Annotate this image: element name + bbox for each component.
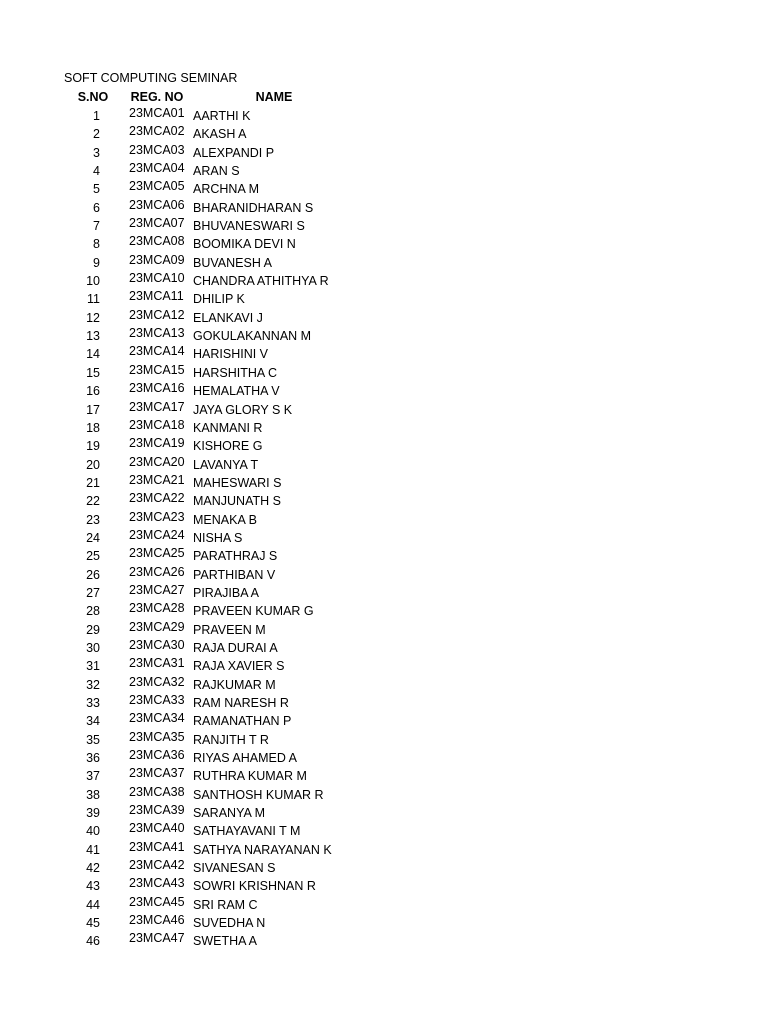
- cell-sno: 12: [86, 310, 100, 325]
- cell-sno: 41: [86, 842, 100, 857]
- cell-sno: 17: [86, 402, 100, 417]
- cell-reg-no: 23MCA08: [129, 234, 185, 249]
- table-row: [0, 914, 768, 932]
- cell-name: RAJA DURAI A: [193, 640, 278, 655]
- table-row: [0, 877, 768, 895]
- cell-reg-no: 23MCA31: [129, 656, 185, 671]
- cell-name: KANMANI R: [193, 420, 263, 435]
- header-name: NAME: [255, 90, 293, 104]
- cell-name: AKASH A: [193, 127, 247, 142]
- cell-reg-no: 23MCA14: [129, 344, 185, 359]
- cell-reg-no: 23MCA27: [129, 582, 185, 597]
- cell-reg-no: 23MCA43: [129, 876, 185, 891]
- cell-name: ARCHNA M: [193, 182, 259, 197]
- cell-reg-no: 23MCA38: [129, 784, 185, 799]
- cell-name: NISHA S: [193, 530, 243, 545]
- table-row: [0, 767, 768, 785]
- table-row: [0, 896, 768, 914]
- cell-name: HARISHINI V: [193, 347, 269, 362]
- cell-sno: 27: [86, 585, 100, 600]
- table-row: [0, 859, 768, 877]
- cell-sno: 13: [86, 329, 100, 344]
- table-row: [0, 676, 768, 694]
- cell-reg-no: 23MCA40: [129, 821, 185, 836]
- cell-reg-no: 23MCA02: [129, 124, 185, 139]
- table-row: [0, 804, 768, 822]
- cell-name: SUVEDHA N: [193, 916, 266, 931]
- cell-sno: 25: [86, 549, 100, 564]
- cell-name: RUTHRA KUMAR M: [193, 769, 307, 784]
- cell-reg-no: 23MCA39: [129, 803, 185, 818]
- cell-reg-no: 23MCA09: [129, 252, 185, 267]
- table-row: [0, 345, 768, 363]
- table-row: [0, 731, 768, 749]
- cell-sno: 7: [93, 219, 100, 234]
- table-row: [0, 492, 768, 510]
- table-row: [0, 162, 768, 180]
- cell-name: GOKULAKANNAN M: [193, 329, 312, 344]
- cell-reg-no: 23MCA41: [129, 839, 185, 854]
- cell-name: SIVANESAN S: [193, 861, 276, 876]
- table-row: [0, 217, 768, 235]
- cell-name: ARAN S: [193, 164, 240, 179]
- cell-reg-no: 23MCA11: [129, 289, 184, 304]
- cell-sno: 28: [86, 604, 100, 619]
- cell-sno: 32: [86, 677, 100, 692]
- cell-sno: 42: [86, 861, 100, 876]
- cell-sno: 26: [86, 567, 100, 582]
- cell-reg-no: 23MCA05: [129, 179, 185, 194]
- student-table-body: [0, 107, 768, 951]
- cell-reg-no: 23MCA12: [129, 307, 185, 322]
- table-row: [0, 235, 768, 253]
- table-row: [0, 125, 768, 143]
- table-row: [0, 456, 768, 474]
- cell-sno: 33: [86, 696, 100, 710]
- cell-name: RAJA XAVIER S: [193, 659, 285, 674]
- cell-name: BUVANESH A: [193, 255, 272, 270]
- table-header: [0, 89, 768, 105]
- cell-reg-no: 23MCA01: [129, 106, 185, 120]
- cell-reg-no: 23MCA35: [129, 729, 185, 744]
- cell-sno: 23: [86, 512, 100, 527]
- table-row: [0, 529, 768, 547]
- cell-name: PARTHIBAN V: [193, 567, 276, 582]
- cell-reg-no: 23MCA42: [129, 858, 185, 873]
- table-row: [0, 180, 768, 198]
- cell-sno: 1: [93, 109, 100, 123]
- cell-sno: 2: [93, 127, 100, 142]
- cell-reg-no: 23MCA21: [129, 472, 185, 487]
- cell-name: ALEXPANDI P: [193, 145, 275, 160]
- header-sno: S.NO: [77, 90, 109, 104]
- cell-sno: 46: [86, 934, 100, 949]
- table-row: [0, 932, 768, 950]
- cell-reg-no: 23MCA19: [129, 436, 185, 451]
- cell-sno: 24: [86, 530, 100, 545]
- cell-name: LAVANYA T: [193, 457, 259, 472]
- cell-sno: 37: [86, 769, 100, 784]
- cell-name: RAJKUMAR M: [193, 677, 276, 692]
- cell-name: BHARANIDHARAN S: [193, 200, 314, 215]
- table-row: [0, 639, 768, 657]
- table-row: [0, 694, 768, 712]
- table-row: [0, 254, 768, 272]
- table-row: [0, 584, 768, 602]
- cell-sno: 14: [86, 347, 100, 362]
- cell-sno: 30: [86, 640, 100, 655]
- cell-sno: 21: [86, 475, 100, 490]
- cell-name: SOWRI KRISHNAN R: [193, 879, 316, 894]
- table-row: [0, 841, 768, 859]
- cell-reg-no: 23MCA30: [129, 637, 185, 652]
- cell-reg-no: 23MCA37: [129, 766, 185, 781]
- table-row: [0, 364, 768, 382]
- cell-name: JAYA GLORY S K: [193, 402, 293, 417]
- cell-name: RIYAS AHAMED A: [193, 751, 297, 766]
- cell-name: ELANKAVI J: [193, 310, 263, 325]
- cell-sno: 35: [86, 732, 100, 747]
- cell-reg-no: 23MCA34: [129, 711, 185, 726]
- cell-name: PARATHRAJ S: [193, 549, 278, 564]
- table-row: [0, 401, 768, 419]
- cell-reg-no: 23MCA22: [129, 491, 185, 506]
- table-row: [0, 382, 768, 400]
- table-row: [0, 199, 768, 217]
- cell-reg-no: 23MCA45: [129, 894, 185, 909]
- table-row: [0, 786, 768, 804]
- cell-name: BOOMIKA DEVI N: [193, 237, 296, 252]
- cell-name: KISHORE G: [193, 439, 263, 454]
- cell-name: RANJITH T R: [193, 732, 269, 747]
- cell-reg-no: 23MCA20: [129, 454, 185, 469]
- cell-reg-no: 23MCA13: [129, 326, 185, 341]
- cell-reg-no: 23MCA47: [129, 931, 185, 946]
- cell-sno: 43: [86, 879, 100, 894]
- cell-sno: 3: [93, 145, 100, 160]
- table-row: [0, 511, 768, 529]
- cell-name: RAM NARESH R: [193, 696, 289, 710]
- cell-name: MAHESWARI S: [193, 475, 282, 490]
- cell-reg-no: 23MCA46: [129, 913, 185, 928]
- table-row: [0, 602, 768, 620]
- cell-reg-no: 23MCA29: [129, 619, 185, 634]
- table-row: [0, 547, 768, 565]
- cell-reg-no: 23MCA33: [129, 693, 185, 707]
- cell-sno: 18: [86, 420, 100, 435]
- cell-sno: 40: [86, 824, 100, 839]
- cell-sno: 19: [86, 439, 100, 454]
- cell-reg-no: 23MCA10: [129, 271, 185, 286]
- cell-reg-no: 23MCA23: [129, 509, 185, 524]
- cell-sno: 10: [86, 274, 100, 289]
- table-row: [0, 657, 768, 675]
- cell-sno: 44: [86, 897, 100, 912]
- cell-reg-no: 23MCA24: [129, 527, 185, 542]
- cell-sno: 22: [86, 494, 100, 509]
- cell-sno: 20: [86, 457, 100, 472]
- cell-reg-no: 23MCA32: [129, 674, 185, 689]
- cell-name: SARANYA M: [193, 806, 266, 821]
- cell-reg-no: 23MCA28: [129, 601, 185, 616]
- cell-sno: 8: [93, 237, 100, 252]
- cell-name: SWETHA A: [193, 934, 257, 949]
- table-row: [0, 107, 768, 125]
- cell-sno: 6: [93, 200, 100, 215]
- cell-name: PIRAJIBA A: [193, 585, 260, 600]
- cell-reg-no: 23MCA36: [129, 748, 185, 763]
- cell-name: SATHAYAVANI T M: [193, 824, 301, 839]
- cell-reg-no: 23MCA26: [129, 564, 185, 579]
- table-row: [0, 327, 768, 345]
- cell-name: MENAKA B: [193, 512, 257, 527]
- sheet-title: SOFT COMPUTING SEMINAR: [64, 71, 238, 85]
- table-row: [0, 290, 768, 308]
- table-row: [0, 749, 768, 767]
- header-reg-no: REG. NO: [130, 90, 184, 104]
- cell-name: DHILIP K: [193, 292, 245, 307]
- cell-sno: 4: [93, 164, 100, 179]
- table-row: [0, 566, 768, 584]
- cell-name: SRI RAM C: [193, 897, 258, 912]
- cell-reg-no: 23MCA25: [129, 546, 185, 561]
- cell-name: BHUVANESWARI S: [193, 219, 305, 234]
- table-row: [0, 419, 768, 437]
- cell-name: SATHYA NARAYANAN K: [193, 842, 332, 857]
- cell-sno: 38: [86, 787, 100, 802]
- cell-reg-no: 23MCA16: [129, 381, 185, 396]
- cell-sno: 9: [93, 255, 100, 270]
- cell-sno: 29: [86, 622, 100, 637]
- cell-sno: 39: [86, 806, 100, 821]
- cell-reg-no: 23MCA18: [129, 417, 185, 432]
- cell-sno: 11: [87, 292, 100, 307]
- cell-sno: 45: [86, 916, 100, 931]
- cell-reg-no: 23MCA15: [129, 362, 185, 377]
- table-row: [0, 309, 768, 327]
- cell-reg-no: 23MCA04: [129, 161, 185, 176]
- cell-name: HARSHITHA C: [193, 365, 278, 380]
- cell-sno: 36: [86, 751, 100, 766]
- cell-name: CHANDRA ATHITHYA R: [193, 274, 329, 289]
- cell-name: MANJUNATH S: [193, 494, 281, 509]
- cell-sno: 31: [86, 659, 100, 674]
- table-row: [0, 712, 768, 730]
- cell-name: PRAVEEN KUMAR G: [193, 604, 314, 619]
- cell-reg-no: 23MCA07: [129, 216, 185, 231]
- cell-sno: 34: [86, 714, 100, 729]
- table-row: [0, 144, 768, 162]
- cell-reg-no: 23MCA17: [129, 399, 185, 414]
- table-row: [0, 474, 768, 492]
- cell-name: AARTHI K: [193, 109, 251, 123]
- cell-sno: 16: [86, 384, 100, 399]
- table-row: [0, 272, 768, 290]
- table-row: [0, 437, 768, 455]
- cell-name: PRAVEEN M: [193, 622, 266, 637]
- cell-sno: 15: [86, 365, 100, 380]
- table-row: [0, 621, 768, 639]
- table-row: [0, 822, 768, 840]
- cell-name: SANTHOSH KUMAR R: [193, 787, 324, 802]
- cell-reg-no: 23MCA03: [129, 142, 185, 157]
- cell-sno: 5: [93, 182, 100, 197]
- cell-reg-no: 23MCA06: [129, 197, 185, 212]
- cell-name: HEMALATHA V: [193, 384, 280, 399]
- cell-name: RAMANATHAN P: [193, 714, 292, 729]
